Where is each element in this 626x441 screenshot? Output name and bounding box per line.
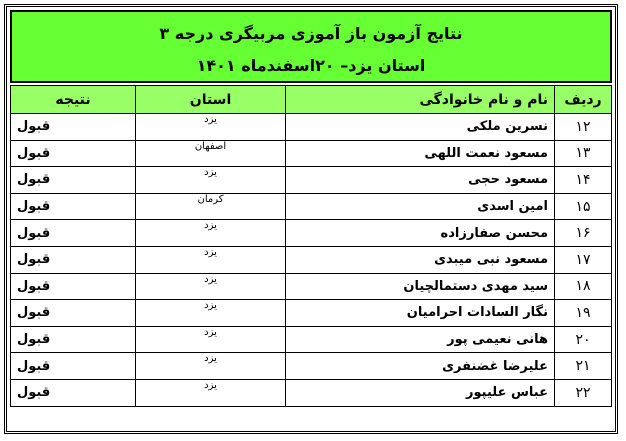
- header-result: نتیجه: [11, 86, 136, 114]
- table-row: [11, 193, 612, 220]
- table-row: [11, 353, 612, 380]
- row-index: ۱۵: [555, 193, 612, 220]
- row-province: یزد: [136, 114, 286, 141]
- row-name: نسرین ملکی: [286, 114, 555, 141]
- row-province: یزد: [136, 353, 286, 380]
- row-index: ۱۴: [555, 167, 612, 194]
- row-province: کرمان: [136, 193, 286, 220]
- table-row: [11, 326, 612, 353]
- table-row: [11, 246, 612, 273]
- table-row: [11, 220, 612, 247]
- row-result: قبول: [11, 167, 136, 194]
- row-name: علیرضا غضنفری: [286, 353, 555, 380]
- row-province: یزد: [136, 300, 286, 327]
- table-header-row: [11, 86, 612, 114]
- row-name: عباس علیپور: [286, 379, 555, 406]
- table-row: [11, 167, 612, 194]
- title-line-2: استان یزد– ۲۰اسفندماه ۱۴۰۱: [196, 56, 426, 75]
- row-name: مسعود نعمت اللهی: [286, 140, 555, 167]
- row-province: یزد: [136, 220, 286, 247]
- row-index: ۲۲: [555, 379, 612, 406]
- table-row: [11, 273, 612, 300]
- row-province: اصفهان: [136, 140, 286, 167]
- row-result: قبول: [11, 300, 136, 327]
- table-row: [11, 114, 612, 141]
- row-name: نگار السادات احرامیان: [286, 300, 555, 327]
- row-index: ۱۹: [555, 300, 612, 327]
- row-name: مسعود حجی: [286, 167, 555, 194]
- row-result: قبول: [11, 193, 136, 220]
- row-result: قبول: [11, 326, 136, 353]
- row-result: قبول: [11, 114, 136, 141]
- row-name: مسعود نبی میبدی: [286, 246, 555, 273]
- row-result: قبول: [11, 273, 136, 300]
- row-name: محسن صفارزاده: [286, 220, 555, 247]
- row-index: ۲۰: [555, 326, 612, 353]
- title-line-1: نتایج آزمون باز آموزی مربیگری درجه ۳: [159, 24, 463, 43]
- table-row: [11, 379, 612, 406]
- row-province: یزد: [136, 273, 286, 300]
- row-province: یزد: [136, 326, 286, 353]
- row-province: یزد: [136, 167, 286, 194]
- row-index: ۲۱: [555, 353, 612, 380]
- row-province: یزد: [136, 379, 286, 406]
- row-province: یزد: [136, 246, 286, 273]
- row-name: سید مهدی دستمالچیان: [286, 273, 555, 300]
- row-index: ۱۸: [555, 273, 612, 300]
- row-name: هانی نعیمی پور: [286, 326, 555, 353]
- row-result: قبول: [11, 140, 136, 167]
- table-row: [11, 140, 612, 167]
- row-result: قبول: [11, 246, 136, 273]
- row-name: امین اسدی: [286, 193, 555, 220]
- header-index: ردیف: [555, 86, 612, 114]
- row-index: ۱۳: [555, 140, 612, 167]
- row-index: ۱۲: [555, 114, 612, 141]
- row-result: قبول: [11, 353, 136, 380]
- row-result: قبول: [11, 379, 136, 406]
- title-banner: [10, 10, 612, 83]
- row-index: ۱۷: [555, 246, 612, 273]
- header-province: استان: [136, 86, 286, 114]
- results-table: [10, 85, 612, 407]
- table-row: [11, 300, 612, 327]
- row-result: قبول: [11, 220, 136, 247]
- row-index: ۱۶: [555, 220, 612, 247]
- header-name: نام و نام خانوادگی: [286, 86, 555, 114]
